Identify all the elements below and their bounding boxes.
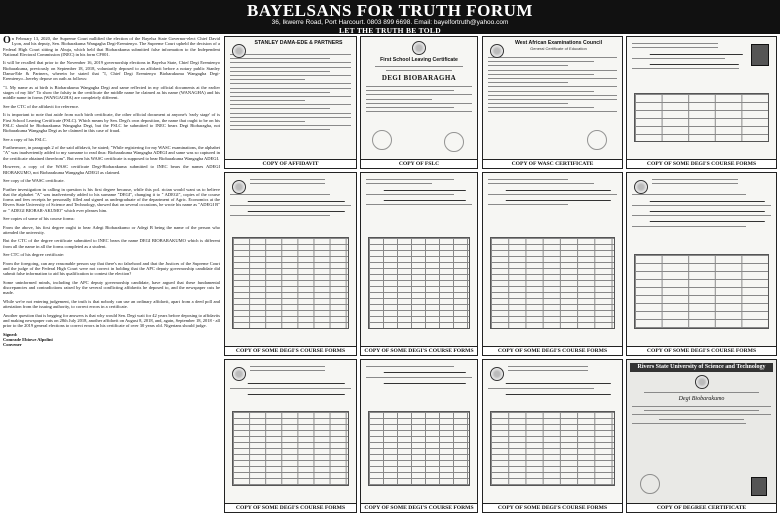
stamp-icon — [444, 132, 464, 152]
fslc-caption: COPY OF FSLC — [361, 159, 477, 168]
crest-icon — [232, 44, 246, 58]
course-form-caption: COPY OF SOME DEGI'S COURSE FORMS — [627, 346, 776, 355]
masthead-address: 36, Ikwerre Road, Port Harcourt. 0803 899 6698. Email: bayelfortruth@yahoo.com — [271, 19, 509, 26]
course-form-document — [626, 36, 777, 169]
course-form-document — [224, 359, 357, 513]
signatory-role: Convener — [3, 342, 22, 348]
fslc-document — [360, 36, 478, 169]
article-paragraph: But the CTC of the degree certificate submitted to INEC bears the name DEGI BIOBARAKUMO which is different from all the name in all the forms completed as a student. — [3, 238, 220, 249]
course-grid — [490, 237, 615, 329]
article-paragraph: On February 13, 2020, the Supreme Court nullified the election of the Bayelsa State Governor-elect Chief David Lyon, and his deputy, Sen. Biobarakuma Wangagha Degi-Eremienyo. The Supreme Court upheld the decision of a Federal High Court sitting in Abuja, which held that Biobarakuma submitted false information to the Independent National Electoral Commission (INEC) in his form CF001. — [3, 36, 220, 57]
article-paragraph: While we're not entering judgement, the truth is that nobody can use an ordinary affidavit, apart from a deed poll and attestation from the issuing authority, to correct errors in a certificate. — [3, 298, 220, 310]
fslc-header: First School Leaving Certificate — [380, 57, 458, 63]
waec-logo-icon — [490, 44, 504, 58]
course-form-document — [482, 359, 623, 513]
masthead — [0, 0, 780, 34]
article-column — [3, 36, 220, 513]
university-crest-icon — [232, 180, 246, 194]
course-form-document — [626, 172, 777, 356]
wasc-caption: COPY OF WASC CERTIFICATE — [483, 159, 622, 168]
wasc-header: West African Examinations Council — [514, 40, 603, 46]
course-grid — [232, 237, 349, 329]
university-crest-icon — [695, 375, 709, 389]
article-paragraph: See copy of the WASC certificate. — [3, 178, 65, 184]
affidavit-caption: COPY OF AFFIDAVIT — [225, 159, 356, 168]
article-paragraph: See a copy of his FSLC. — [3, 136, 47, 142]
passport-photo — [751, 477, 767, 496]
course-grid — [490, 411, 615, 486]
article-paragraph: Some uninformed minds, including the APC deputy governorship candidate, have argued that these fundamental discrepancies and contradictions raised by the several conflicting affidavits he deposed to, and the newspaper cuts he made. — [3, 279, 220, 296]
degree-certificate-document — [626, 359, 777, 513]
course-grid — [634, 254, 769, 329]
course-grid — [634, 93, 769, 142]
masthead-slogan: LET THE TRUTH BE TOLD — [339, 26, 441, 35]
wasc-subheader: General Certificate of Education — [530, 46, 587, 51]
course-form-caption: COPY OF SOME DEGI'S COURSE FORMS — [361, 503, 477, 512]
affidavit-header: STANLEY DAMA-EDE & PARTNERS — [254, 40, 343, 46]
course-form-caption: COPY OF SOME DEGI'S COURSE FORMS — [225, 346, 356, 355]
course-form-document — [482, 172, 623, 356]
university-crest-icon — [232, 367, 246, 381]
article-paragraph: From the above, his first degree ought to bear Adegi Biobarakumo or Adegi B being the name of the person who attended the university. — [3, 224, 220, 235]
article-paragraph: See copies of some of his course forms: — [3, 216, 75, 222]
article-paragraph: From the foregoing, can any reasonable person say that there's no falsehood and that the Justices of the Supreme Court and the judge of the Federal High Court were not correct in holding that the APC deputy governorship candidate did submit false information to aid his qualification to contest the election? — [3, 260, 220, 277]
fslc-name: DEGI BIOBARAGHA — [381, 74, 457, 82]
article-paragraph: "1. My name as at birth is Biobarakuma Wangagha Degi and same reflected in my official documents at the earlier stages of my life" To show the falsity in the certificate the middle name he claimed as his name (WANAGHA) and his middle name in forms (WANGAGHA) are completely different. — [3, 84, 220, 101]
article-paragraph: It will be recalled that prior to the November 16, 2019 governorship elections in Bayelsa State, Chief Degi Eremienyo Biobarakuma, previously on September 18, 2018, voluntarily deposed to an affidavit before a notary public Stanley Dama-Ede & Partners, wherein he stated that "I, Chief Degi Eremienyo Biobarakuma Wangagha Degi-Eremienyo...hereby depose on oath as follows: — [3, 60, 220, 82]
passport-photo — [751, 44, 769, 66]
course-grid — [368, 411, 470, 486]
stamp-icon — [587, 130, 607, 150]
signatory-name: Comrade Ebiowe Alpolini — [3, 337, 53, 343]
course-form-caption: COPY OF SOME DEGI'S COURSE FORMS — [627, 159, 776, 168]
university-crest-icon — [634, 180, 648, 194]
course-grid — [368, 237, 470, 329]
course-form-caption: COPY OF SOME DEGI'S COURSE FORMS — [361, 346, 477, 355]
course-form-caption: COPY OF SOME DEGI'S COURSE FORMS — [483, 503, 622, 512]
article-paragraph: See CTC of his degree certificate: — [3, 252, 65, 258]
degree-caption: COPY OF DEGREE CERTIFICATE — [627, 503, 776, 512]
course-form-caption: COPY OF SOME DEGI'S COURSE FORMS — [225, 503, 356, 512]
course-form-caption: COPY OF SOME DEGI'S COURSE FORMS — [483, 346, 622, 355]
article-paragraph: However, a copy of the WASC certificate Degi-Biobarakuma submitted to INEC bears the names ADEGI BIOBAKUMO, not Biobarakuma Wangagha ADEGI as claimed. — [3, 164, 220, 175]
degree-name: Degi Biobarakumo — [678, 396, 725, 402]
course-form-document — [224, 172, 357, 356]
affidavit-document — [224, 36, 357, 169]
article-paragraph: See the CTC of the affidavit for reference. — [3, 103, 80, 109]
article-paragraph: Further investigation in calling in question is his first degree because, while this pol. rician would want us to believe that the alphabet "A" was inadvertently added to his surname "DEGI", changing it to " ADEGI", copies of the course forms and fees receipts he personally filled and signed as undergraduate of the department of Agric. Economics at the Rivers State University of Science and Technology, showed that on several occasions, he wrote his name as "ADEGI B" or " ADEGI BIOBAR-AKUMO" which ever pleases him. — [3, 186, 220, 213]
course-form-document — [360, 359, 478, 513]
wasc-document — [482, 36, 623, 169]
article-paragraph: It is important to note that aside from such birth certificate, the other official document at anyone's 'early stage' of is First School Leaving Certificate (FSLC). Which means by Sen. Degi's own deposition, the name that ought to be on his FSLC should be Biobarakuma Wangagha Degi, but the FSLC he submitted to INEC bears Degi Biobaragha, not Biobarakuma Wangagha Degi as he claimed in this case of fraud. — [3, 112, 220, 134]
coat-of-arms-icon — [412, 41, 426, 55]
article-paragraph: Furthermore, in paragraph 2 of the said affidavit, he stated; "While registering for my WASC examinations, the alphabet "A" was inadvertently added to my surname to read thus: Biobarakuma Wangagha ADEGI and same was so captured in the certificate obtained therefrom". But even his WASC certificate is supposed to bear Biobarakuma Wangagha ADEGI. — [3, 145, 220, 161]
signed-label: Signed: — [3, 331, 18, 337]
stamp-icon — [372, 130, 392, 150]
article-paragraph: Another question that is begging for answers is that why would Sen. Degi wait for 42 years before deposing to affidavits and making newspaper cuts on 28th July 2018, another affidavit on August 8, 2018, and, again, September 18, 2018 - all prior to the 2019 general elections to correct errors in his certificate of over 30 years old. Nigerians should judge. — [3, 312, 220, 329]
university-crest-icon — [490, 367, 504, 381]
degree-header: Rivers State University of Science and Technology — [630, 363, 773, 372]
masthead-title: BAYELSANS FOR TRUTH FORUM — [247, 1, 533, 20]
course-grid — [232, 411, 349, 486]
seal-icon — [640, 474, 660, 494]
course-form-document — [360, 172, 478, 356]
